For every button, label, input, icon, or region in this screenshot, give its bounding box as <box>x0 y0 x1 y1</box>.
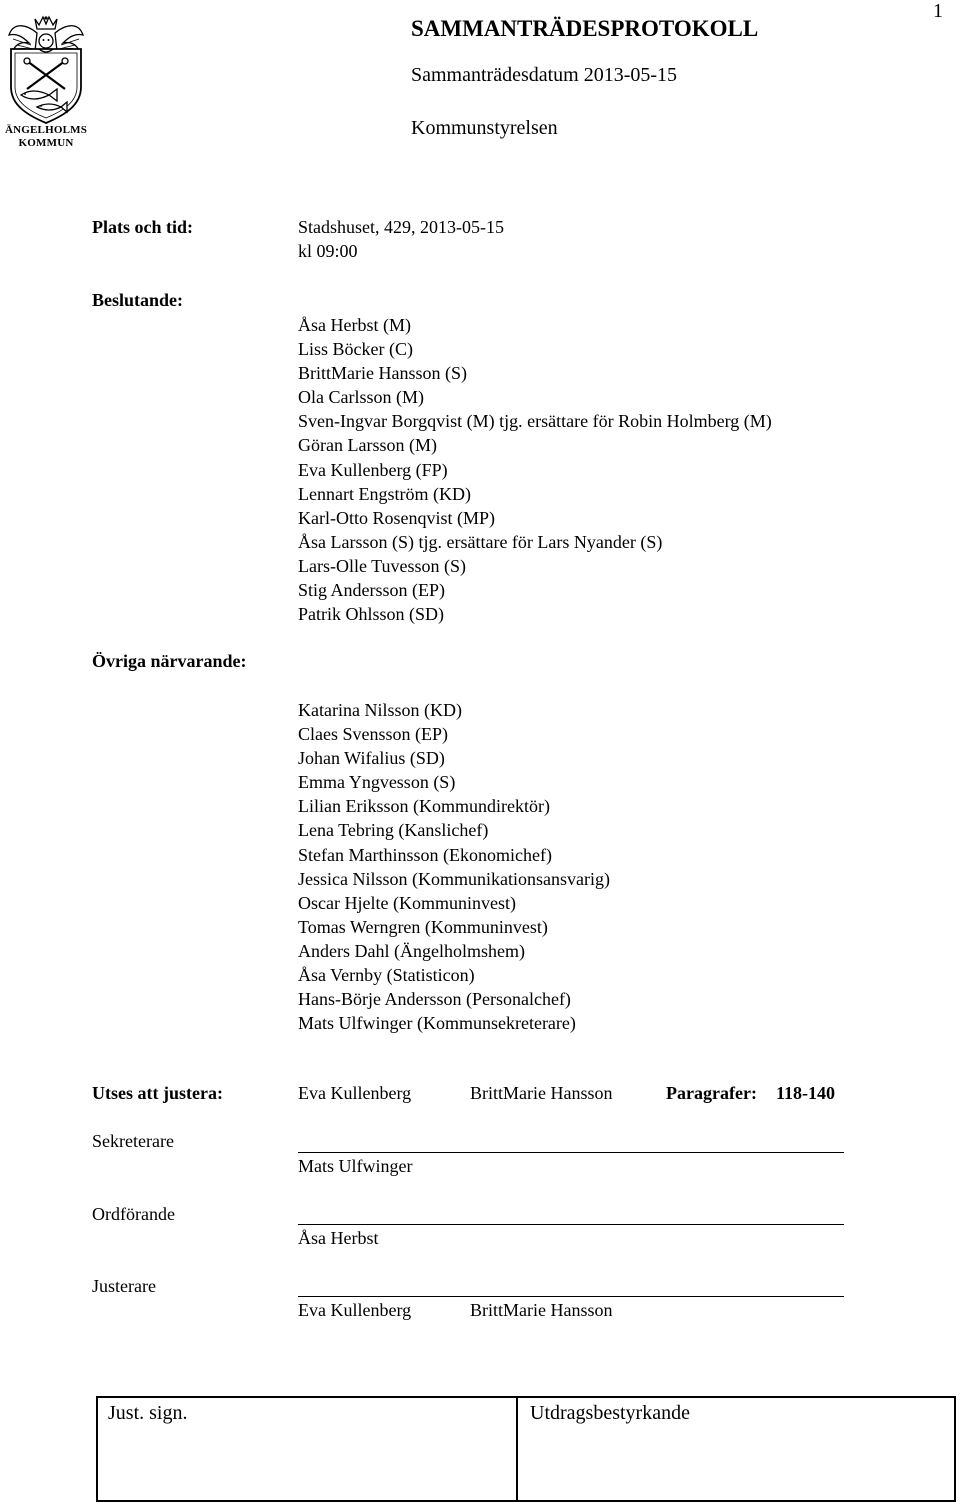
meeting-date: Sammanträdesdatum 2013-05-15 <box>411 64 678 86</box>
committee-name: Kommunstyrelsen <box>411 117 558 139</box>
list-item: Karl-Otto Rosenqvist (MP) <box>298 507 495 528</box>
just-sign-label: Just. sign. <box>108 1402 188 1424</box>
list-item: Katarina Nilsson (KD) <box>298 700 462 720</box>
adjusters-label: Utses att justera: <box>92 1083 223 1103</box>
coat-of-arms-icon <box>3 15 89 127</box>
list-item: Lars-Olle Tuvesson (S) <box>298 555 467 576</box>
place-time-line1: Stadshuset, 429, 2013-05-15 <box>298 217 504 237</box>
adjuster-signature-name-1: Eva Kullenberg <box>298 1300 412 1320</box>
place-time-label: Plats och tid: <box>92 217 193 237</box>
list-item: Liss Böcker (C) <box>298 339 413 360</box>
place-time-line2: kl 09:00 <box>298 241 358 261</box>
list-item: Åsa Larsson (S) tjg. ersättare för Lars Nyander (S) <box>298 531 663 552</box>
list-item: Anders Dahl (Ängelholmshem) <box>298 940 525 961</box>
footer-signature-box <box>96 1396 956 1502</box>
paragraphs-value: 118-140 <box>776 1083 836 1103</box>
list-item: Eva Kullenberg (FP) <box>298 459 448 480</box>
chair-name: Åsa Herbst <box>298 1228 379 1248</box>
decision-makers-label: Beslutande: <box>92 290 184 310</box>
list-item: Emma Yngvesson (S) <box>298 772 456 793</box>
list-item: Stig Andersson (EP) <box>298 580 446 601</box>
adjuster-signature-name-2: BrittMarie Hansson <box>470 1300 613 1320</box>
list-item: Ola Carlsson (M) <box>298 387 424 408</box>
extract-certification-label: Utdragsbestyrkande <box>530 1402 690 1424</box>
list-item: Göran Larsson (M) <box>298 435 437 456</box>
list-item: Oscar Hjelte (Kommuninvest) <box>298 892 516 913</box>
list-item: Åsa Vernby (Statisticon) <box>298 965 475 986</box>
secretary-name: Mats Ulfwinger <box>298 1156 413 1176</box>
list-item: Stefan Marthinsson (Ekonomichef) <box>298 844 552 865</box>
adjuster-name-2: BrittMarie Hansson <box>470 1083 613 1103</box>
list-item: Patrik Ohlsson (SD) <box>298 604 445 625</box>
list-item: Tomas Werngren (Kommuninvest) <box>298 916 548 937</box>
chair-label: Ordförande <box>92 1204 175 1224</box>
adjuster-name-1: Eva Kullenberg <box>298 1083 412 1103</box>
list-item: Jessica Nilsson (Kommunikationsansvarig) <box>298 868 610 889</box>
paragraphs-label: Paragrafer: <box>666 1083 757 1103</box>
list-item: Johan Wifalius (SD) <box>298 748 445 769</box>
secretary-signature-line <box>298 1152 844 1153</box>
list-item: Åsa Herbst (M) <box>298 315 411 335</box>
municipality-logo <box>3 15 89 153</box>
list-item: Lennart Engström (KD) <box>298 483 471 504</box>
list-item: Mats Ulfwinger (Kommunsekreterare) <box>298 1013 576 1034</box>
others-present-label: Övriga närvarande: <box>92 651 247 671</box>
list-item: BrittMarie Hansson (S) <box>298 363 467 384</box>
logo-text-line1: ÄNGELHOLMS <box>4 124 88 136</box>
page-number: 1 <box>933 0 943 22</box>
logo-text-line2: KOMMUN <box>18 137 74 149</box>
footer-divider <box>516 1398 518 1500</box>
chair-signature-line <box>298 1224 844 1225</box>
decision-makers-list <box>298 313 772 626</box>
list-item: Sven-Ingvar Borgqvist (M) tjg. ersättare för Robin Holmberg (M) <box>298 411 772 432</box>
list-item: Lena Tebring (Kanslichef) <box>298 820 489 841</box>
list-item: Hans-Börje Andersson (Personalchef) <box>298 989 571 1010</box>
others-present-list <box>298 698 610 1035</box>
document-title: SAMMANTRÄDESPROTOKOLL <box>411 16 759 41</box>
secretary-label: Sekreterare <box>92 1131 174 1151</box>
list-item: Claes Svensson (EP) <box>298 724 448 745</box>
list-item: Lilian Eriksson (Kommundirektör) <box>298 796 550 817</box>
adjuster-signature-label: Justerare <box>92 1276 156 1296</box>
adjuster-signature-line <box>298 1296 844 1297</box>
